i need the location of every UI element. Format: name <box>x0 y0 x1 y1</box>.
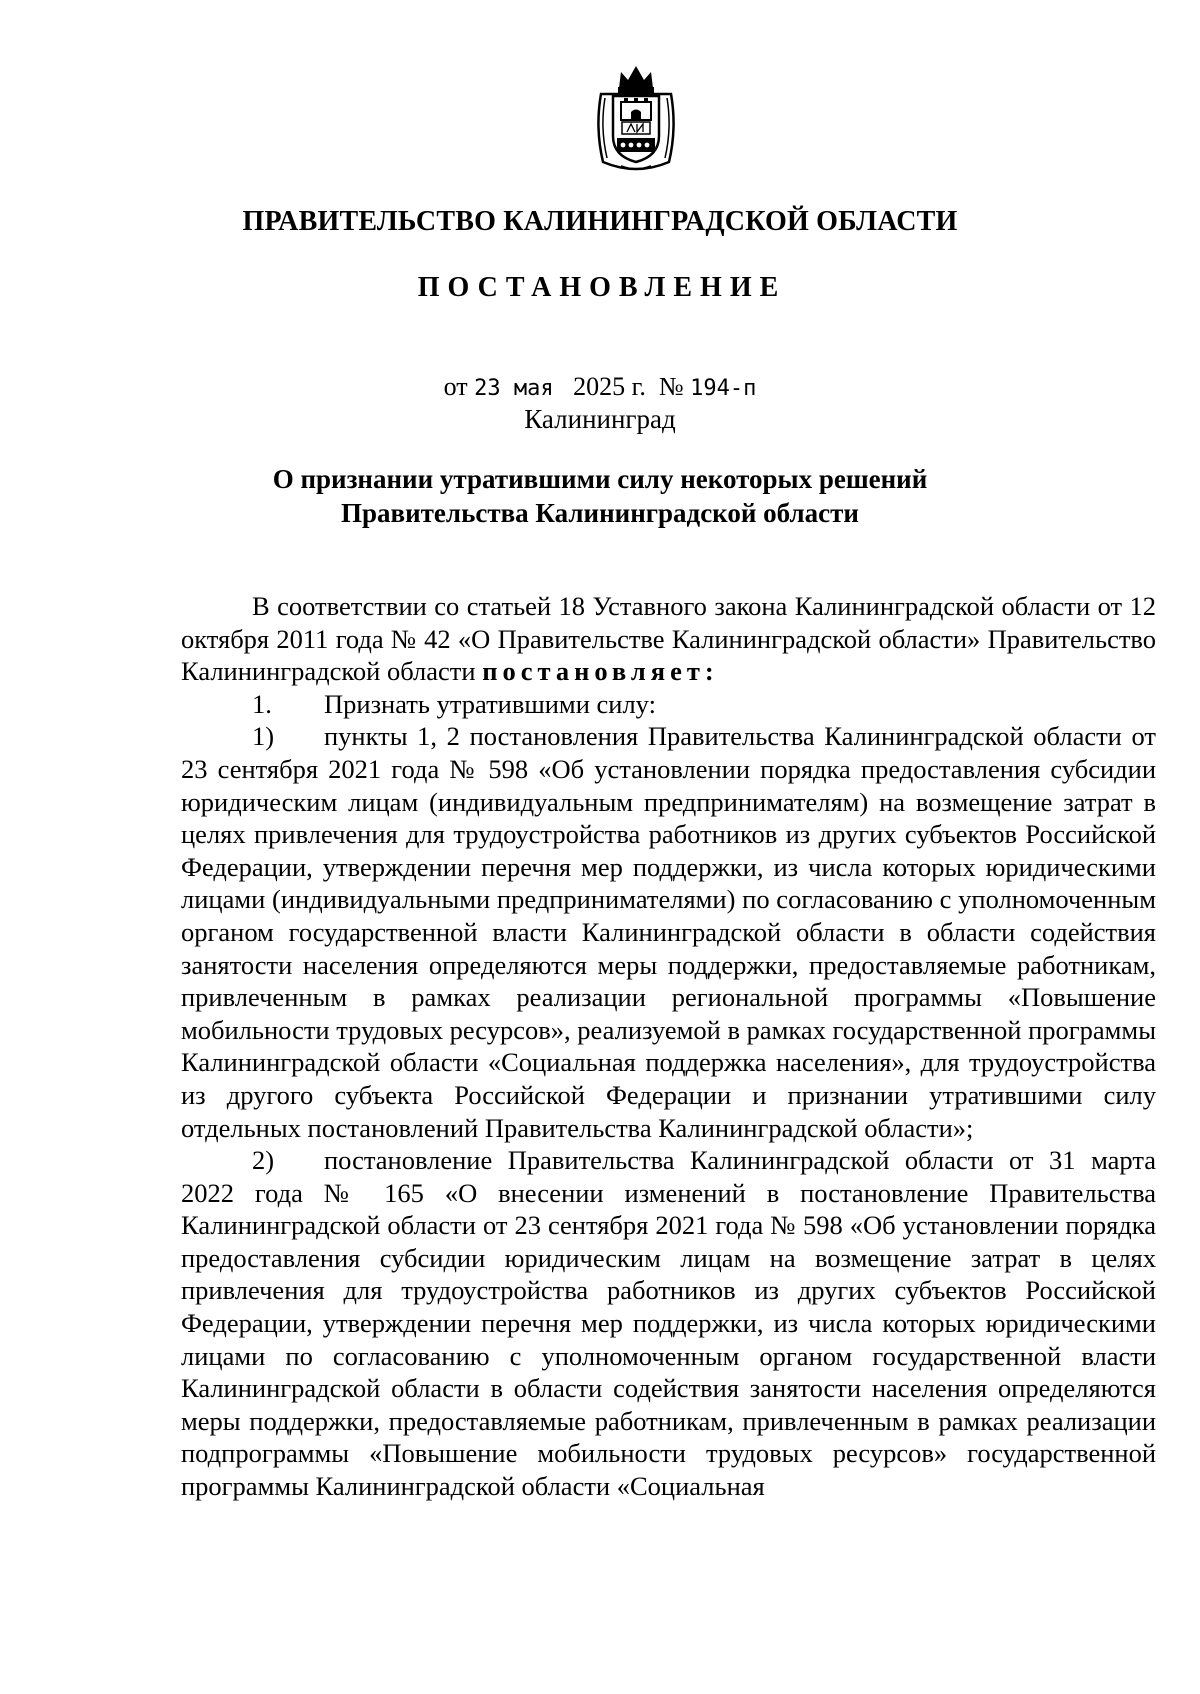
item-1-number: 1. <box>252 688 272 719</box>
subject-line-2: Правительства Калининградской области <box>341 498 859 528</box>
subject-line-1: О признании утратившими силу некоторых решений <box>272 464 928 494</box>
intro-paragraph <box>181 590 1156 688</box>
city: Калининград <box>524 404 676 434</box>
intro-text: В соответствии со статьей 18 Уставного закона Калининградской области от 12 октября 2011 года № 42 «О Правительстве Калининградской области» Правительство Калининградской области <box>181 591 1156 687</box>
document-subject <box>0 462 1200 530</box>
subitem-2 <box>181 1144 1156 1503</box>
coat-of-arms-icon <box>591 58 681 176</box>
date-prefix: от <box>443 372 468 401</box>
subitem-1-number: 1) <box>252 721 275 752</box>
number-sign: № <box>658 372 684 401</box>
item-1-text: Признать утратившими силу: <box>324 688 656 719</box>
document-type: ПОСТАНОВЛЕНИЕ <box>417 272 787 303</box>
document-body <box>181 590 1156 1503</box>
government-title: ПРАВИТЕЛЬСТВО КАЛИНИНГРАДСКОЙ ОБЛАСТИ <box>242 206 958 237</box>
date-year: 2025 г. <box>573 372 646 401</box>
date-value: 23 мая <box>474 376 554 401</box>
item-1 <box>181 688 1156 721</box>
decree-word: постановляет: <box>482 656 719 687</box>
document-number: 194-п <box>690 376 757 401</box>
subitem-1-text: пункты 1, 2 постановления Правительства Калининградской области от 23 сентября 2021 года № 598 «Об установлении порядка предоставления субсидии юридическим лицам (индивидуальным предпринимателям) на возмещение затрат в целях привлечения для трудоустройства работников из других субъектов Российской Федерации, утверждении перечня мер поддержки, из числа которых юридическими лицами (индивидуальными предпринимателями) по согласованию с уполномоченным органом государственной власти Калининградской области в области содействия занятости населения определяются меры поддержки, предоставляемые работникам, привлеченным в рамках реализации региональной программы «Повышение мобильности трудовых ресурсов», реализуемой в рамках государственной программы Калининградской области «Социальная поддержка населения», для трудоустройства из другого субъекта Российской Федерации и признании утратившими силу отдельных постановлений Правительства Калининградской области»; <box>181 721 1156 1143</box>
document-date-line <box>0 372 1200 402</box>
subitem-1 <box>181 720 1156 1144</box>
subitem-2-text: постановление Правительства Калининградской области от 31 марта 2022 года № 165 «О внесении изменений в постановление Правительства Калининградской области от 23 сентября 2021 года № 598 «Об установлении порядка предоставления субсидии юридическим лицам на возмещение затрат в целях привлечения для трудоустройства работников из других субъектов Российской Федерации, утверждении перечня мер поддержки, из числа которых юридическими лицами по согласованию с уполномоченным органом государственной власти Калининградской области в области содействия занятости населения определяются меры поддержки, предоставляемые работникам, привлеченным в рамках реализации подпрограммы «Повышение мобильности трудовых ресурсов» государственной программы Калининградской области «Социальная <box>181 1145 1156 1502</box>
subitem-2-number: 2) <box>252 1145 275 1176</box>
